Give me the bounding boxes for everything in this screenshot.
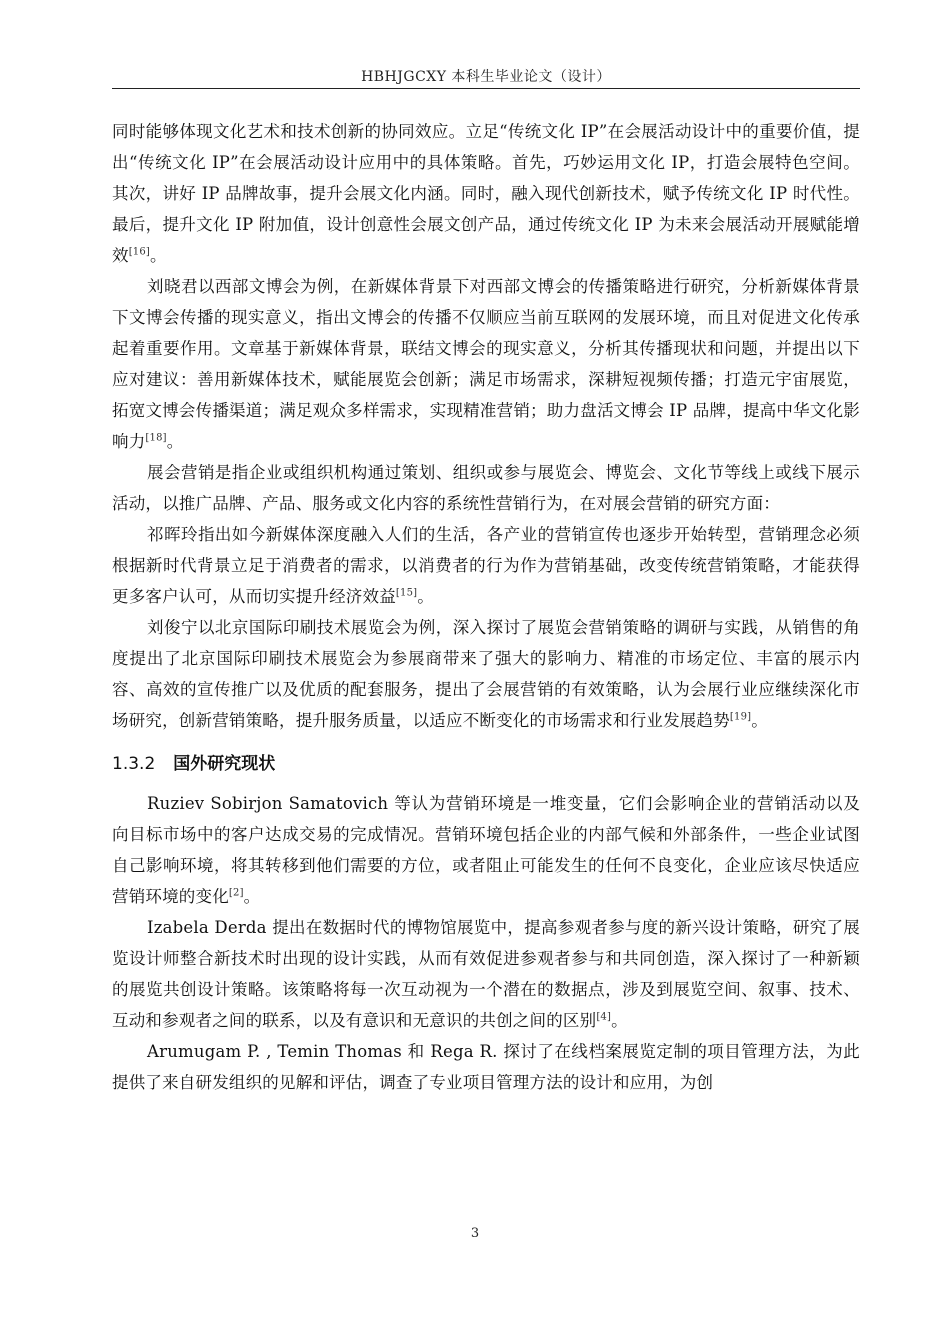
paragraph-end: 。 <box>611 1011 628 1030</box>
paragraph-text: 刘晓君以西部文博会为例，在新媒体背景下对西部文博会的传播策略进行研究，分析新媒体背景下文博会传播的现实意义，指出文博会的传播不仅顺应当前互联网的发展环境，而且对促进文化传承起着重要作用。文章基于新媒体背景，联结文博会的现实意义，分析其传播现状和问题，并提出以下应对建议：善用新媒体技术，赋能展览会创新；满足市场需求，深耕短视频传播；打造元宇宙展览，拓宽文博会传播渠道；满足观众多样需求，实现精准营销；助力盘活文博会 IP 品牌，提高中华文化影响力 <box>112 277 860 451</box>
running-header: HBHJGCXY 本科生毕业论文（设计） <box>361 69 611 85</box>
paragraph-text: Arumugam P. , Temin Thomas 和 Rega R. 探讨了在线档案展览定制的项目管理方法，为此提供了来自研发组织的见解和评估，调查了专业项目管理方法的设计和应用，为创 <box>112 1042 860 1092</box>
paragraph-end: 。 <box>150 246 167 265</box>
paragraph-end: 。 <box>243 887 261 906</box>
paragraph-text: 刘俊宁以北京国际印刷技术展览会为例，深入探讨了展览会营销策略的调研与实践，从销售的角度提出了北京国际印刷技术展览会为参展商带来了强大的影响力、精准的市场定位、丰富的展示内容、高效的宣传推广以及优质的配套服务，提出了会展营销的有效策略，认为会展行业应继续深化市场研究，创新营销策略，提升服务质量，以适应不断变化的市场需求和行业发展趋势 <box>112 618 860 730</box>
paragraph-text: 同时能够体现文化艺术和技术创新的协同效应。立足“传统文化 IP”在会展活动设计中的重要价值，提出“传统文化 IP”在会展活动设计应用中的具体策略。首先，巧妙运用文化 IP，打造会展特色空间。其次，讲好 IP 品牌故事，提升会展文化内涵。同时，融入现代创新技术，赋予传统文化 IP 时代性。最后，提升文化 IP 附加值，设计创意性会展文创产品，通过传统文化 IP 为未来会展活动开展赋能增效 <box>112 122 860 265</box>
paragraph-text: Izabela Derda 提出在数据时代的博物馆展览中，提高参观者参与度的新兴设计策略，研究了展览设计师整合新技术时出现的设计实践，从而有效促进参观者参与和共同创造，深入探讨了一种新颖的展览共创设计策略。该策略将每一次互动视为一个潜在的数据点，涉及到展览空间、叙事、技术、互动和参观者之间的联系，以及有意识和无意识的共创之间的区别 <box>112 918 860 1030</box>
citation: [16] <box>128 246 151 258</box>
citation: [2] <box>228 887 244 899</box>
paragraph <box>112 457 860 519</box>
paragraph-end: 。 <box>751 711 768 730</box>
paragraph-end: 。 <box>166 432 184 451</box>
section-number: 1.3.2 <box>112 754 156 774</box>
paragraph <box>112 788 860 912</box>
section-heading <box>112 746 860 782</box>
header-rule <box>112 88 860 89</box>
citation: [19] <box>729 711 752 723</box>
paragraph <box>112 1036 860 1098</box>
paragraph <box>112 912 860 1036</box>
citation: [18] <box>145 432 167 444</box>
citation: [4] <box>596 1011 612 1023</box>
paragraph <box>112 116 860 271</box>
paragraph-text: 祁晖玲指出如今新媒体深度融入人们的生活，各产业的营销宣传也逐步开始转型，营销理念必须根据新时代背景立足于消费者的需求，以消费者的行为作为营销基础，改变传统营销策略，才能获得更多客户认可，从而切实提升经济效益 <box>112 525 860 606</box>
paragraph <box>112 612 860 736</box>
section-title: 国外研究现状 <box>173 754 276 774</box>
paragraph-text: Ruziev Sobirjon Samatovich 等认为营销环境是一堆变量，它们会影响企业的营销活动以及向目标市场中的客户达成交易的完成情况。营销环境包括企业的内部气候和外部条件，一些企业试图自己影响环境，将其转移到他们需要的方位，或者阻止可能发生的任何不良变化，企业应该尽快适应营销环境的变化 <box>112 794 860 906</box>
paragraph-text: 展会营销是指企业或组织机构通过策划、组织或参与展览会、博览会、文化节等线上或线下展示活动，以推广品牌、产品、服务或文化内容的系统性营销行为，在对展会营销的研究方面： <box>112 463 860 513</box>
paragraph <box>112 271 860 457</box>
paper-body <box>112 116 860 1098</box>
paragraph <box>112 519 860 612</box>
citation: [15] <box>395 587 418 599</box>
page-number: 3 <box>470 1226 480 1241</box>
paragraph-end: 。 <box>417 587 434 606</box>
